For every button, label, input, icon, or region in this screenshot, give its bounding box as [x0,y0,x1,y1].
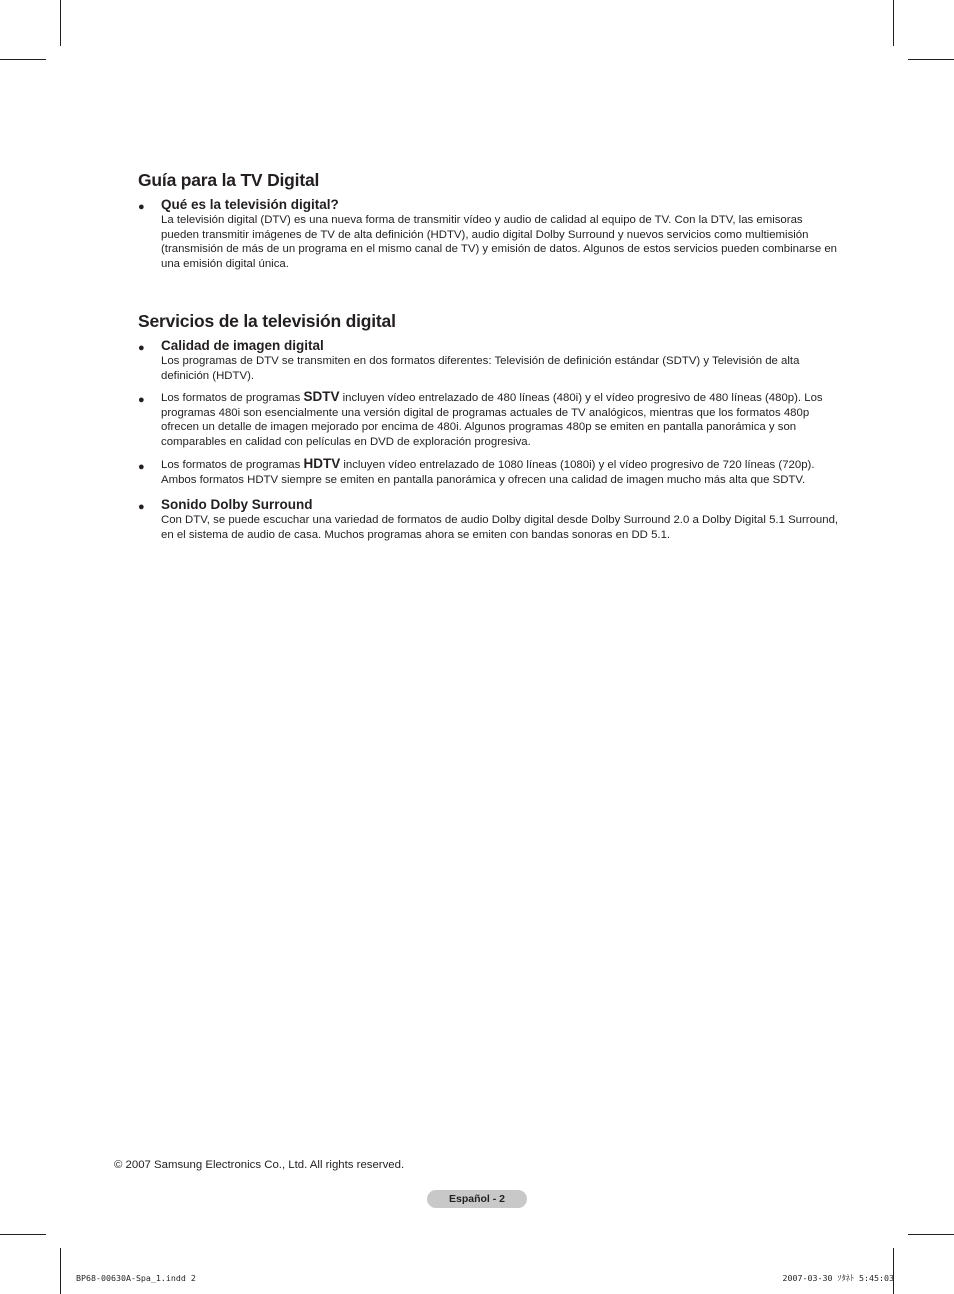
item-body: Los programas de DTV se transmiten en dos formatos diferentes: Televisión de definición estándar (SDTV) y Televisión de alta definición (HDTV). [161,355,800,382]
section-title-dtv-services: Servicios de la televisión digital [138,311,396,331]
copyright-notice: © 2007 Samsung Electronics Co., Ltd. All rights reserved. [114,1159,405,1171]
crop-mark [60,1248,61,1294]
item-heading: Qué es la televisión digital? [161,197,339,212]
bullet: ● [138,342,145,354]
crop-mark [893,0,894,46]
bullet: ● [138,201,145,213]
list-item-image-quality [138,338,842,383]
item-body: La televisión digital (DTV) es una nueva forma de transmitir vídeo y audio de calidad al equipo de TV. Con la DTV, las emisoras pueden transmitir imágenes de TV de alta definición (HDTV), audio digital Dolby Surround y nuevos servicios como multiemisión (transmisión de más de un programa en el mismo canal de TV) y emisión de datos. Algunos de estos servicios pueden combinarse en una emisión digital única. [161,214,837,270]
item-heading: Calidad de imagen digital [161,338,324,353]
list-item-what-is-dtv [138,197,842,271]
item-heading: Sonido Dolby Surround [161,497,313,512]
crop-mark [908,1234,954,1235]
crop-mark [893,1248,894,1294]
crop-mark [60,0,61,46]
list-item-dolby-surround [138,497,842,542]
item-text: incluyen vídeo entrelazado de 480 líneas (480i) y el vídeo progresivo de 480 líneas (480p). Los programas 480i son esencialmente una versión digital de programas actuales de TV analógicos, mientras que los formatos 480p ofrecen un detalle de imagen mejorado por encima de 480i. Algunos programas 480p se emiten en pantalla panorámica y son comparables en calidad con películas en DVD de exploración progresiva. [161,392,823,448]
page-number-badge: Español - 2 [427,1190,527,1208]
crop-mark [0,59,46,60]
item-text: Los formatos de programas [161,459,304,471]
format-keyword-sdtv: SDTV [303,389,340,404]
item-body [161,390,842,449]
print-slug-timestamp: 2007-03-30 ｿﾀﾈﾄ 5:45:03 [782,1273,894,1283]
section-title-digital-tv-guide: Guía para la TV Digital [138,170,320,190]
list-item-sdtv [138,390,842,449]
bullet: ● [138,461,145,473]
item-text: Los formatos de programas [161,392,304,404]
list-item-hdtv [138,457,842,487]
item-body: Con DTV, se puede escuchar una variedad de formatos de audio Dolby digital desde Dolby Surround 2.0 a Dolby Digital 5.1 Surround, en el sistema de audio de casa. Muchos programas ahora se emiten con bandas sonoras en DD 5.1. [161,514,839,541]
bullet: ● [138,501,145,513]
print-slug-filename: BP68-00630A-Spa_1.indd 2 [76,1273,196,1283]
bullet: ● [138,394,145,406]
crop-mark [908,59,954,60]
crop-mark [0,1234,46,1235]
item-body [161,457,842,487]
item-text: incluyen vídeo entrelazado de 1080 líneas (1080i) y el vídeo progresivo de 720 líneas (720p). Ambos formatos HDTV siempre se emiten en pantalla panorámica y ofrecen una calidad de imagen mucho más alta que SDTV. [161,459,815,486]
format-keyword-hdtv: HDTV [303,456,341,471]
